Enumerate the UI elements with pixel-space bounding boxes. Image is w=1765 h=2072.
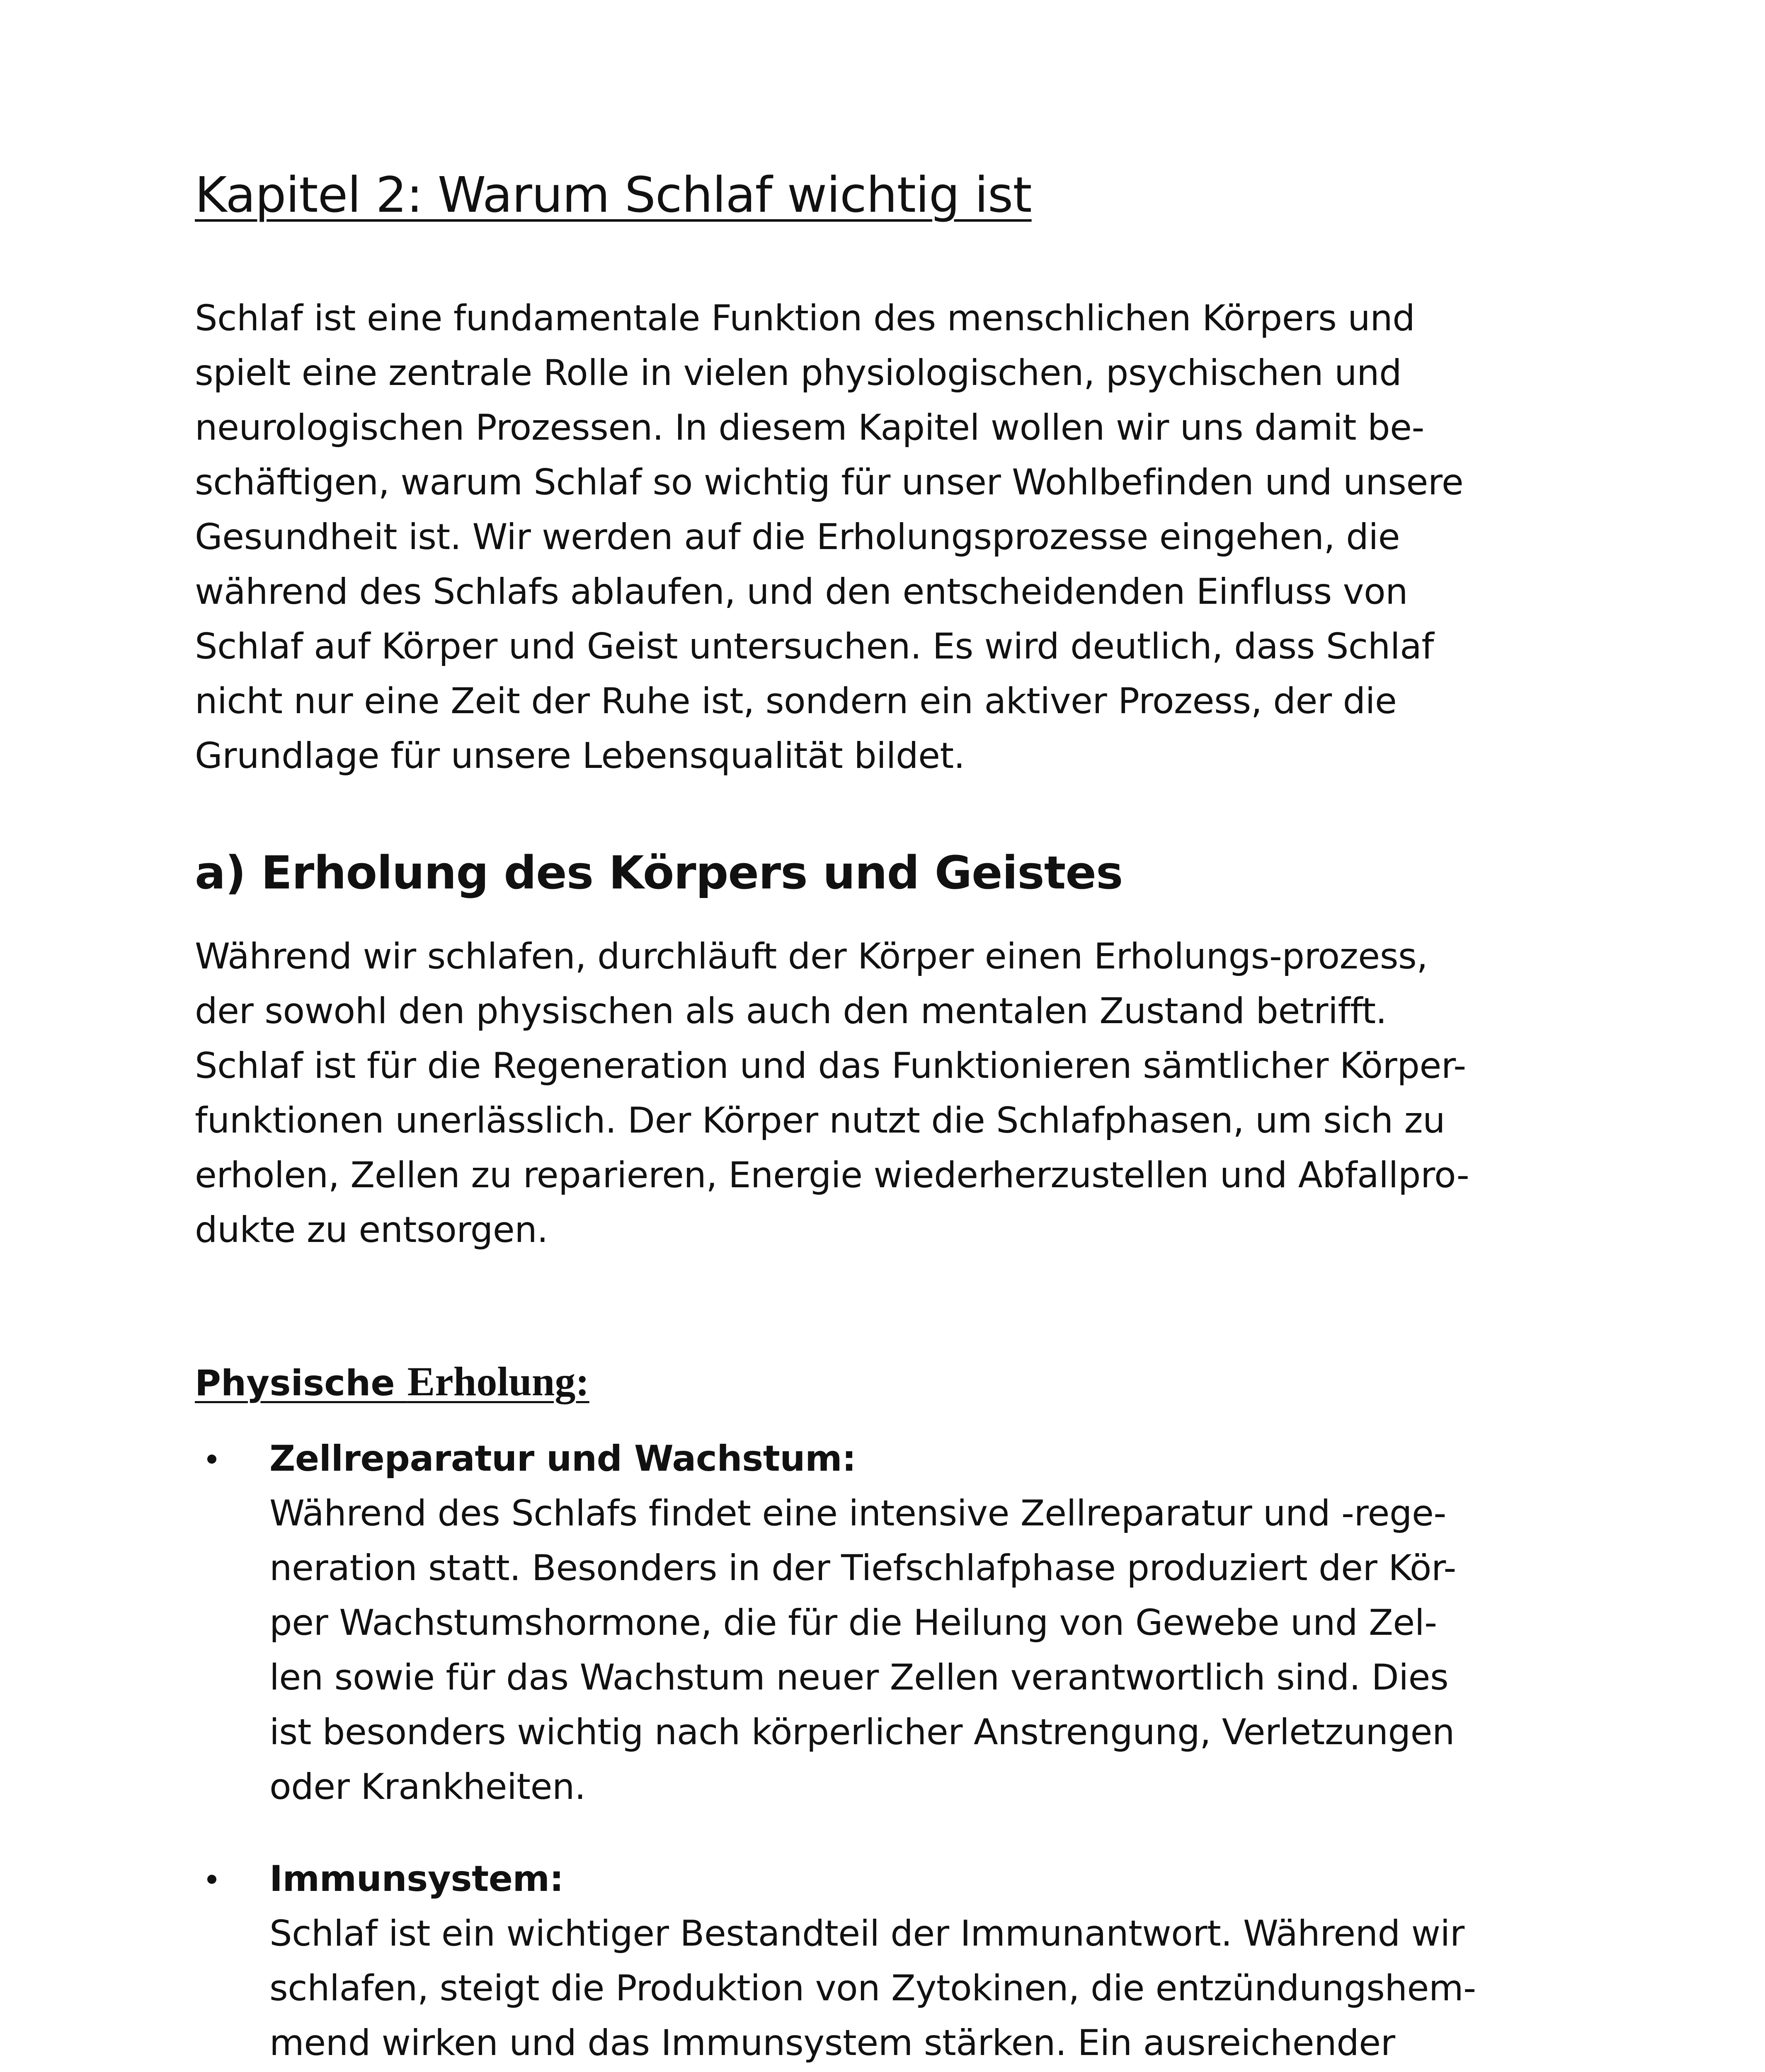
bullet-icon xyxy=(207,1875,216,1884)
subheading-physical-recovery xyxy=(195,1357,1571,1406)
subheading-part-2: Erholung: xyxy=(407,1358,589,1404)
subheading-part-1: Physische xyxy=(195,1362,407,1404)
list-item-cell-repair xyxy=(195,1431,1571,1814)
section-heading: a) Erholung des Körpers und Geistes xyxy=(195,846,1123,899)
bullet-text: Während des Schlafs findet eine intensive Zellreparatur und -rege- neration statt. Besonders in der Tiefschlafphase produziert der Kör- per Wachstumshormone, die für die Heilung von Gewebe und Zel- len sowie für das Wachstum neuer Zellen verantwortlich sind. Dies ist besonders wichtig nach körperlicher Anstrengung, Verletzungen oder Krankheiten. xyxy=(269,1492,1456,1808)
bullet-title: Immunsystem: xyxy=(269,1858,564,1900)
chapter-intro-paragraph: Schlaf ist eine fundamentale Funktion des menschlichen Körpers und spielt eine zentrale Rolle in vielen physiologischen, psychischen und neurologischen Prozessen. In diesem Kapitel wollen wir uns damit be- schäftigen, warum Schlaf so wichtig für unser Wohlbefinden und unsere Gesundheit ist. Wir werden auf die Erholungsprozesse eingehen, die während des Schlafs ablaufen, und den entscheidenden Einfluss von Schlaf auf Körper und Geist untersuchen. Es wird deutlich, dass Schlaf nicht nur eine Zeit der Ruhe ist, sondern ein aktiver Prozess, der die Grundlage für unsere Lebensqualität bildet. xyxy=(195,297,1464,777)
chapter-title: Kapitel 2: Warum Schlaf wichtig ist xyxy=(195,166,1032,223)
bullet-text: Schlaf ist ein wichtiger Bestandteil der Immunantwort. Während wir schlafen, steigt die Produktion von Zytokinen, die entzündungshem- mend wirken und das Immunsystem stärken. Ein ausreichender xyxy=(269,1912,1476,2064)
bullet-icon xyxy=(207,1455,216,1464)
bullet-list xyxy=(195,1431,1571,2072)
bullet-title: Zellreparatur und Wachstum: xyxy=(269,1438,856,1479)
list-item-immune-system xyxy=(195,1852,1571,2072)
section-paragraph: Während wir schlafen, durchläuft der Körper einen Erholungs-prozess, der sowohl den physischen als auch den mentalen Zustand betrifft. Schlaf ist für die Regeneration und das Funktionieren sämtlicher Körper- funktionen unerlässlich. Der Körper nutzt die Schlafphasen, um sich zu erholen, Zellen zu reparieren, Energie wiederherzustellen und Abfallpro- dukte zu entsorgen. xyxy=(195,935,1469,1251)
page-content xyxy=(195,166,1571,2072)
